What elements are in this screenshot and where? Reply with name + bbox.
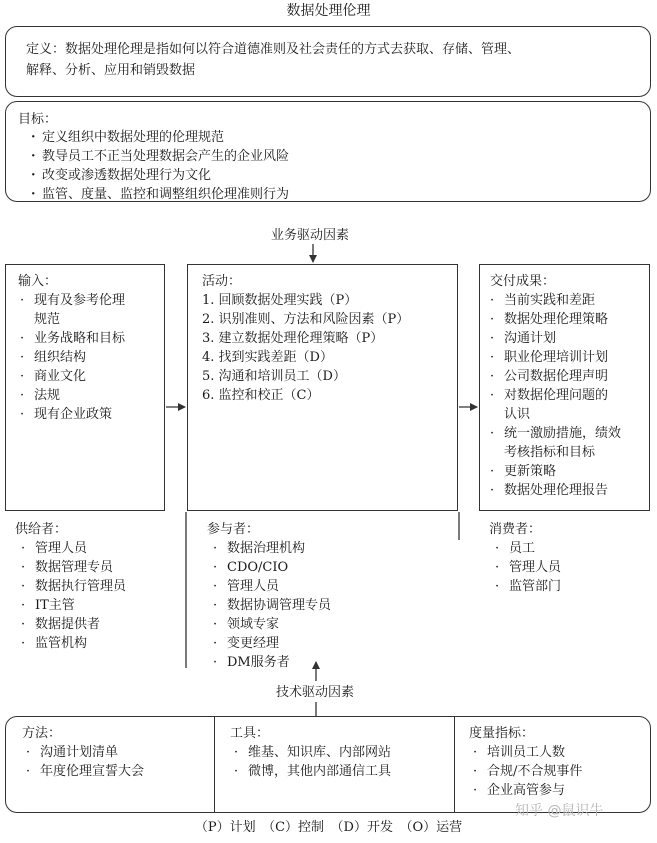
supplier-item: · 监管机构 [21,636,88,651]
input-item-text: 规范 [34,312,61,327]
supplier-item-text: 管理人员 [35,541,88,556]
deliverable-item-text: 沟通计划 [504,331,557,346]
participant-item: · 管理人员 [213,579,280,594]
supplier-item-text: 数据管理专员 [35,560,114,575]
deliverable-item-text: 数据处理伦理报告 [504,483,609,498]
participant-item: · 变更经理 [213,636,280,651]
tools-heading: 工具： [230,726,270,741]
activity-item: 1. 回顾数据处理实践（P） [202,293,358,308]
input-item-text: 商业文化 [34,369,87,384]
method-item-text: 年度伦理宣誓大会 [40,764,145,779]
legend: （P）计划 （C）控制 （D）开发 （O）运营 [194,820,463,835]
business-drivers-label: 业务驱动因素 [270,228,349,243]
input-item-text: 现有及参考伦理 [34,293,126,308]
activities-heading: 活动： [202,274,242,289]
metric-item-text: 合规/不合规事件 [487,764,583,779]
deliverable-item: · 沟通计划 [490,331,557,346]
deliverable-item: · 对数据伦理问题的 [490,388,609,403]
input-item-text: 现有企业政策 [34,407,113,422]
participant-item-text: 数据治理机构 [227,541,306,556]
tool-item-text: 维基、知识库、内部网站 [248,745,392,760]
method-item: · 年度伦理宣誓大会 [26,764,145,779]
technical-drivers-label: 技术驱动因素 [275,685,354,700]
deliverable-item: · 统一激励措施，绩效 [490,426,622,441]
participant-item: · CDO/CIO [213,560,289,575]
supplier-item-text: 监管机构 [35,636,88,651]
participant-item: · DM服务者 [213,655,290,670]
input-item: · 法规 [20,388,61,403]
supplier-item: · IT主管 [21,598,75,613]
input-item: · 现有及参考伦理 [20,293,126,308]
deliverable-item-text: 统一激励措施，绩效 [504,426,622,441]
input-item-text: 业务战略和目标 [34,331,126,346]
deliverable-item: · 当前实践和差距 [490,293,596,308]
supplier-item: · 数据提供者 [21,617,101,632]
supplier-item: · 数据执行管理员 [21,579,127,594]
metric-item: · 企业高管参与 [473,783,566,798]
method-item: · 沟通计划清单 [26,745,119,760]
goal-item: · 定义组织中数据处理的伦理规范 [28,128,289,147]
deliverable-item: · 更新策略 [490,464,557,479]
activity-item: 2. 识别准则、方法和风险因素（P） [202,312,410,327]
methods-heading: 方法： [22,726,62,741]
suppliers-heading: 供给者： [15,522,68,537]
deliverable-item-text: 对数据伦理问题的 [504,388,609,403]
goal-item: · 监管、度量、监控和调整组织伦理准则行为 [28,185,289,204]
consumer-item: · 管理人员 [495,560,562,575]
input-item-text: 法规 [34,388,61,403]
participant-item-text: 变更经理 [227,636,280,651]
activity-item: 6. 监控和校正（C） [202,388,320,403]
deliverable-item-text: 数据处理伦理策略 [504,312,609,327]
deliverable-item: · 数据处理伦理策略 [490,312,609,327]
participants-heading: 参与者： [207,522,260,537]
participant-item-text: 管理人员 [227,579,280,594]
method-item-text: 沟通计划清单 [40,745,119,760]
participant-item-text: DM服务者 [227,655,290,670]
participant-item: · 领域专家 [213,617,280,632]
metric-item-text: 培训员工人数 [487,745,566,760]
consumer-item: · 员工 [495,541,536,556]
supplier-item: · 管理人员 [21,541,88,556]
activity-item: 3. 建立数据处理伦理策略（P） [202,331,384,346]
deliverable-item-text: 当前实践和差距 [504,293,596,308]
tool-item-text: 微博，其他内部通信工具 [248,764,392,779]
metric-item: · 培训员工人数 [473,745,566,760]
consumer-item-text: 管理人员 [509,560,562,575]
deliverable-item: · 数据处理伦理报告 [490,483,609,498]
deliverable-item: · 职业伦理培训计划 [490,350,609,365]
participant-item-text: 数据协调管理专员 [227,598,332,613]
metric-item: · 合规/不合规事件 [473,764,583,779]
input-item: · 业务战略和目标 [20,331,126,346]
supplier-item-text: 数据提供者 [35,617,101,632]
goals-heading: 目标： [18,112,58,127]
participant-item-text: 领域专家 [227,617,280,632]
participant-item: · 数据协调管理专员 [213,598,332,613]
inputs-heading: 输入： [18,274,58,289]
input-item-text: 组织结构 [34,350,87,365]
metric-item-text: 企业高管参与 [487,783,566,798]
consumers-heading: 消费者： [489,522,542,537]
input-item: · 现有企业政策 [20,407,113,422]
goal-item: · 改变或渗透数据处理行为文化 [28,166,289,185]
consumer-item-text: 员工 [509,541,536,556]
deliverable-item-text: 认识 [504,407,531,422]
watermark-text: 知乎 @鼠识牛 [515,803,604,819]
definition-line-1: 定义：数据处理伦理是指如何以符合道德准则及社会责任的方式去获取、存储、管理、 [26,42,521,57]
tool-item: · 维基、知识库、内部网站 [234,745,392,760]
participant-item-text: CDO/CIO [227,560,289,575]
deliverables-heading: 交付成果： [490,274,556,289]
deliverable-item-text: 考核指标和目标 [504,445,596,460]
tool-item: · 微博，其他内部通信工具 [234,764,392,779]
supplier-item-text: IT主管 [35,598,75,613]
supplier-item-text: 数据执行管理员 [35,579,127,594]
deliverable-item: · 公司数据伦理声明 [490,369,609,384]
input-item: · 商业文化 [20,369,87,384]
deliverable-item-text: 公司数据伦理声明 [504,369,609,384]
participant-item: · 数据治理机构 [213,541,306,556]
activity-item: 5. 沟通和培训员工（D） [202,369,346,384]
goal-item: · 教导员工不正当处理数据会产生的企业风险 [28,147,289,166]
metrics-heading: 度量指标： [469,726,535,741]
deliverable-item-text: 职业伦理培训计划 [504,350,609,365]
definition-line-2: 解释、分析、应用和销毁数据 [26,63,196,78]
activity-item: 4. 找到实践差距（D） [202,350,333,365]
consumer-item-text: 监管部门 [509,579,562,594]
consumer-item: · 监管部门 [495,579,562,594]
deliverable-item-text: 更新策略 [504,464,557,479]
supplier-item: · 数据管理专员 [21,560,114,575]
diagram-title: 数据处理伦理 [286,3,371,19]
input-item: · 组织结构 [20,350,87,365]
